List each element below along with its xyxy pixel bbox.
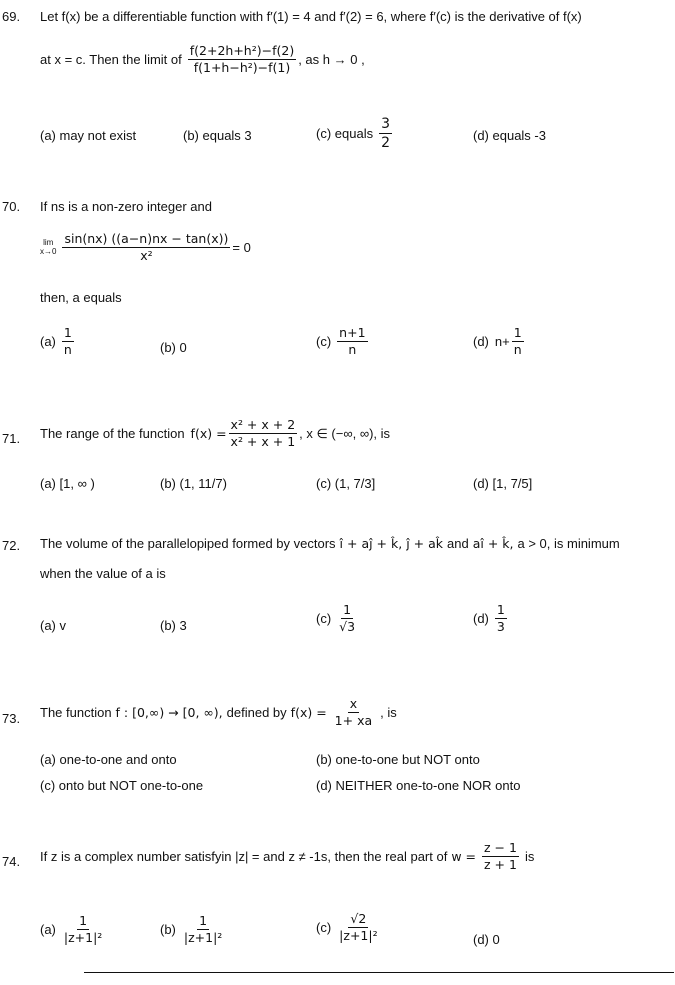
q70-option-a-numerator: 1 [62, 326, 74, 342]
q69-fraction-numerator: f(2+2h+h²)−f(2) [188, 44, 296, 60]
q72-option-d[interactable] [473, 603, 509, 635]
q72-option-c-fraction [337, 603, 357, 635]
q72-vector-1: î + aĵ + k̂, [339, 536, 403, 551]
q74-stem-prefix: If z is a complex number satisfyin |z| = and z ≠ -1s, then the real part of [40, 849, 448, 865]
q70-fraction-numerator: sin(nx) ((a−n)nx − tan(x)) [62, 232, 230, 248]
q74-option-d[interactable]: (d) 0 [473, 932, 500, 947]
q70-option-d-numerator: 1 [512, 326, 524, 342]
q70-option-d-label: (d) [473, 334, 489, 350]
q70-option-a-denominator: n [63, 342, 72, 358]
q69-stem-line1: Let f(x) be a differentiable function with f′(1) = 4 and f′(2) = 6, where f′(c) is the derivative of f(x) [40, 9, 582, 24]
q72-vector-2: ĵ + ak̂ [406, 536, 444, 551]
q71-stem [40, 418, 390, 450]
q71-option-c[interactable]: (c) (1, 7/3] [316, 476, 376, 491]
q73-function-fraction [333, 697, 374, 729]
q74-option-b-denominator: |z+1|² [183, 930, 223, 946]
q71-function-label: f(x) = [190, 426, 227, 442]
q70-stem-line3: then, a equals [40, 290, 122, 305]
q74-option-a-label: (a) [40, 922, 56, 938]
q72-option-c[interactable] [316, 603, 359, 635]
q69-option-c-fraction [379, 116, 392, 151]
q71-option-b[interactable]: (b) (1, 11/7) [160, 476, 227, 491]
q70-option-d[interactable] [473, 326, 526, 358]
q69-stem-line2 [40, 44, 365, 76]
q73-stem-suffix: , is [380, 705, 397, 721]
q72-option-c-label: (c) [316, 611, 332, 627]
q72-option-d-label: (d) [473, 611, 489, 627]
q72-vector-3: aî + k̂, [472, 536, 514, 551]
q69-stem-suffix: , as h → 0 , [298, 52, 365, 68]
q70-stem-line1: If ns is a non-zero integer and [40, 199, 212, 214]
question-number-71: 71. [2, 431, 21, 446]
q72-option-d-numerator: 1 [495, 603, 507, 619]
q74-option-c-numerator: √2 [348, 912, 368, 928]
bottom-divider-rule [84, 972, 674, 973]
q73-function-label: f(x) = [290, 705, 327, 721]
q70-option-c-fraction [337, 326, 367, 358]
q74-option-b-label: (b) [160, 922, 176, 938]
q71-stem-prefix: The range of the function [40, 426, 185, 442]
q74-stem [40, 841, 534, 873]
q73-option-c[interactable]: (c) onto but NOT one-to-one [40, 778, 204, 793]
q69-option-c-denominator: 2 [381, 135, 390, 152]
q70-option-d-prefix: n+ [494, 334, 510, 350]
q73-fraction-numerator: x [348, 697, 359, 713]
q73-option-a[interactable]: (a) one-to-one and onto [40, 752, 177, 767]
q74-option-b-fraction [182, 914, 224, 946]
question-number-73: 73. [2, 711, 21, 726]
q73-mapping: f : [0,∞) → [0, ∞), [115, 705, 223, 721]
q72-and-word: and [447, 536, 469, 551]
q70-option-c[interactable] [316, 326, 370, 358]
q74-option-c-fraction [337, 912, 379, 944]
q69-limit-fraction [188, 44, 296, 76]
q72-stem-prefix: The volume of the parallelopiped formed by vectors [40, 536, 336, 551]
q74-stem-suffix: is [524, 849, 535, 865]
q71-fraction-denominator: x² + x + 1 [230, 434, 296, 450]
q74-fraction-denominator: z + 1 [484, 857, 517, 873]
q74-option-c-label: (c) [316, 920, 332, 936]
q72-stem-suffix: a > 0, is minimum [517, 536, 620, 551]
q70-fraction-denominator: x² [140, 248, 153, 264]
q74-fraction-numerator: z − 1 [482, 841, 519, 857]
q73-stem [40, 697, 397, 729]
question-number-72: 72. [2, 538, 21, 553]
q74-option-a[interactable] [40, 914, 106, 946]
q70-limit-fraction [62, 232, 230, 264]
q72-option-d-fraction [495, 603, 507, 635]
q71-option-a[interactable]: (a) [1, ∞ ) [40, 476, 95, 491]
q73-option-d[interactable]: (d) NEITHER one-to-one NOR onto [316, 778, 521, 793]
q70-option-c-numerator: n+1 [337, 326, 367, 342]
q72-option-c-denominator: √3 [339, 619, 356, 635]
q70-option-a-fraction [62, 326, 74, 358]
q70-option-b[interactable]: (b) 0 [160, 340, 187, 355]
q70-option-c-denominator: n [348, 342, 357, 358]
q73-fraction-denominator: 1+ xa [334, 713, 373, 729]
q72-option-d-denominator: 3 [496, 619, 505, 635]
q74-option-c[interactable] [316, 912, 382, 944]
q73-defined-by: defined by [226, 705, 287, 721]
q71-option-d[interactable]: (d) [1, 7/5] [473, 476, 533, 491]
q69-option-a[interactable]: (a) may not exist [40, 128, 137, 143]
q69-option-c[interactable] [316, 116, 394, 151]
q69-option-c-numerator: 3 [379, 116, 392, 134]
q70-limit-expression [40, 232, 251, 264]
q74-w-label: w = [451, 849, 476, 865]
q72-stem-line2: when the value of a is [40, 566, 166, 581]
q72-stem-line1 [40, 536, 620, 551]
q74-option-b[interactable] [160, 914, 226, 946]
question-number-69: 69. [2, 9, 21, 24]
q74-w-fraction [482, 841, 519, 873]
q71-function-fraction [229, 418, 298, 450]
q74-option-a-numerator: 1 [77, 914, 89, 930]
q74-option-c-denominator: |z+1|² [339, 928, 378, 944]
q73-stem-prefix: The function [40, 705, 112, 721]
q70-option-d-fraction [512, 326, 524, 358]
q70-lim-subscript: x→0 [40, 246, 57, 256]
q74-option-b-numerator: 1 [197, 914, 209, 930]
q70-option-a-label: (a) [40, 334, 56, 350]
q71-fraction-numerator: x² + x + 2 [229, 418, 298, 434]
q73-option-b[interactable]: (b) one-to-one but NOT onto [316, 752, 480, 767]
q70-equals-zero: = 0 [232, 240, 251, 256]
q70-limit-operator [40, 239, 56, 257]
q72-option-a[interactable]: (a) v [40, 618, 66, 633]
q70-option-c-label: (c) [316, 334, 332, 350]
question-number-70: 70. [2, 199, 21, 214]
q69-stem-prefix: at x = c. Then the limit of [40, 52, 182, 68]
q69-fraction-denominator: f(1+h−h²)−f(1) [193, 60, 291, 76]
question-number-74: 74. [2, 854, 21, 869]
q71-stem-suffix: , x ∈ (−∞, ∞), is [299, 425, 391, 441]
q72-option-b[interactable]: (b) 3 [160, 618, 187, 633]
q70-lim-word: lim [43, 238, 54, 248]
q70-option-d-denominator: n [513, 342, 522, 358]
q69-option-b[interactable]: (b) equals 3 [183, 128, 252, 143]
q70-option-a[interactable] [40, 326, 76, 358]
q72-option-c-numerator: 1 [341, 603, 353, 619]
q69-option-d[interactable]: (d) equals -3 [473, 128, 546, 143]
q74-option-a-fraction [62, 914, 104, 946]
q74-option-a-denominator: |z+1|² [63, 930, 103, 946]
q69-option-c-label: (c) equals [316, 126, 374, 142]
